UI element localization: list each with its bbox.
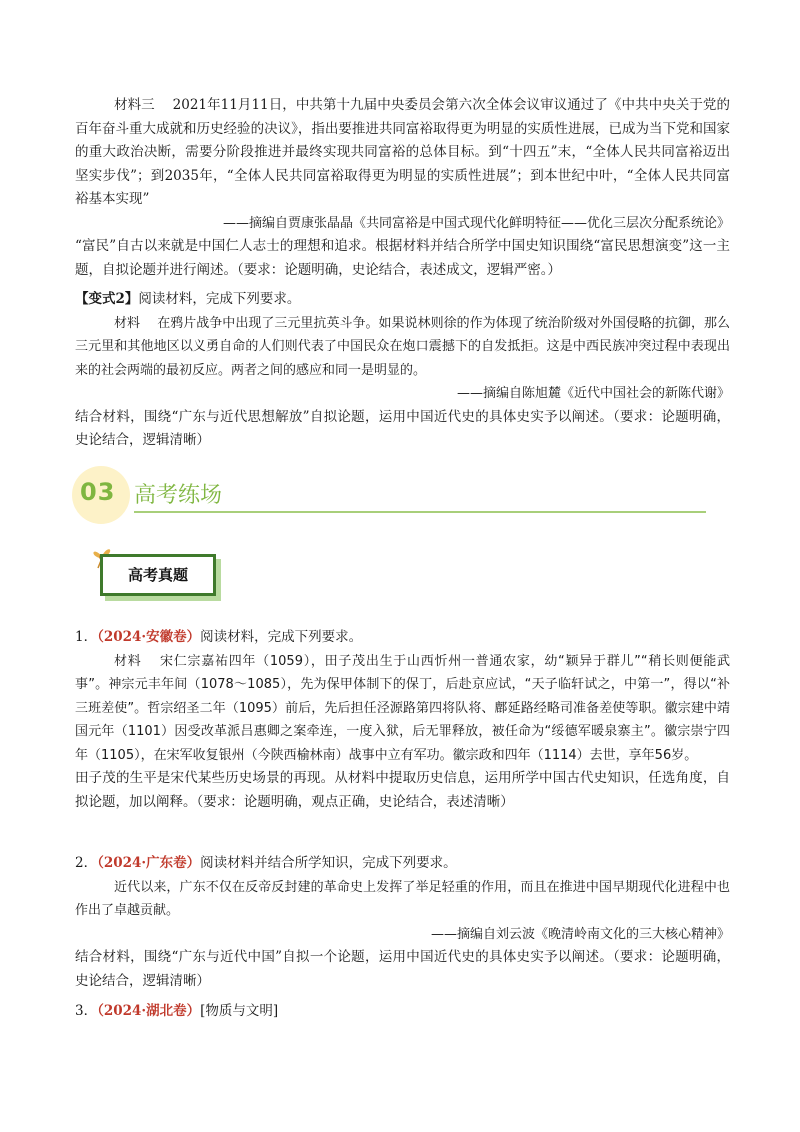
variant-two-material: 材料 在鸦片战争中出现了三元里抗英斗争。如果说林则徐的作为体现了统治阶级对外国侵略的抗御，那么三元里和其他地区以义勇自命的人们则代表了中国民众在炮口震撼下的自发抵拒。这是中西民族冲突过程中表现出来的社会两端的最初反应。两者之间的感应和同一是明显的。 bbox=[75, 315, 730, 378]
question-1-material: 材料 宋仁宗嘉祐四年（1059），田子茂出生于山西忻州一普通农家，幼“颖异于群儿”“稍长则便能武事”。神宗元丰年间（1078～1085），先为保甲体制下的保丁，后赴京应试，“天子临轩试之，中第一”，得以“补三班差使”。哲宗绍圣二年（1095）前后，先后担任泾源路第四将队将、鄜延路经略司准备差使等职。徽宗建中靖国元年（1101）因受改革派吕惠卿之案牵连，一度入狱，后无罪释放，被任命为“绥德军暖泉寨主”。徽宗崇宁四年（1105），在宋军收复银州（今陕西榆林南）战事中立有军功。徽宗政和四年（1114）去世，享年56岁。 bbox=[75, 653, 730, 763]
question-1-question: 田子茂的生平是宋代某些历史场景的再现。从材料中提取历史信息，运用所学中国古代史知识，任选角度，自拟论题，加以阐释。（要求：论题明确，观点正确，史论结合，表述清晰） bbox=[75, 770, 730, 810]
question-3-topic: [物质与文明] bbox=[200, 1003, 279, 1019]
material-three-text: 材料三 2021年11月11日，中共第十九届中央委员会第六次全体会议审议通过了《中共中央关于党的百年奋斗重大成就和历史经验的决议》，指出要推进共同富裕取得更为明显的实质性进展，已成为当下党和国家的重大政治决断，需要分阶段推进并最终实现共同富裕的总体目标。到“十四五”末，“全体人民共同富裕迈出坚实步伐”；到2035年，“全体人民共同富裕取得更为明显的实质性进展”；到本世纪中叶，“全体人民共同富裕基本实现” bbox=[75, 97, 730, 207]
question-2-material: 近代以来，广东不仅在反帝反封建的革命史上发挥了举足轻重的作用，而且在推进中国早期现代化进程中也作出了卓越贡献。 bbox=[75, 879, 730, 918]
question-1-source-tag: （2024·安徽卷） bbox=[97, 629, 201, 645]
section-banner bbox=[72, 466, 712, 526]
question-2-question: 结合材料，围绕“广东与近代中国”自拟一个论题，运用中国近代史的具体史实予以阐述。（要求：论题明确，史论结合，逻辑清晰） bbox=[75, 949, 730, 989]
section-divider bbox=[134, 511, 706, 513]
variant-two-source: ——摘编自陈旭麓《近代中国社会的新陈代谢》 bbox=[456, 386, 730, 401]
question-2-instruction: 阅读材料并结合所学知识，完成下列要求。 bbox=[200, 855, 457, 871]
variant-two-tag: 【变式2】 bbox=[75, 291, 139, 307]
variant-two-instruction: 阅读材料，完成下列要求。 bbox=[138, 291, 301, 307]
section-title: 高考练场 bbox=[134, 483, 223, 508]
material-three-source: ——摘编自贾康张晶晶《共同富裕是中国式现代化鲜明特征——优化三层次分配系统论》 bbox=[222, 215, 730, 231]
question-2-number: 2． bbox=[75, 855, 98, 871]
exam-label-text: 高考真题 bbox=[127, 566, 188, 584]
question-1 bbox=[75, 626, 730, 814]
exam-label-box bbox=[100, 554, 216, 596]
variant-two-question: 结合材料，围绕“广东与近代思想解放”自拟论题，运用中国近代史的具体史实予以阐述。（要求：论题明确，史论结合，逻辑清晰） bbox=[75, 408, 730, 448]
question-3-number: 3． bbox=[75, 1003, 98, 1019]
question-1-instruction: 阅读材料，完成下列要求。 bbox=[200, 629, 363, 645]
variant-two-block bbox=[75, 288, 730, 453]
exam-label bbox=[88, 542, 238, 600]
question-3 bbox=[75, 1000, 730, 1024]
question-2-source: ——摘编自刘云波《晚清岭南文化的三大核心精神》 bbox=[430, 926, 730, 942]
question-3-source-tag: （2024·湖北卷） bbox=[97, 1003, 201, 1019]
question-2 bbox=[75, 852, 730, 993]
question-2-source-tag: （2024·广东卷） bbox=[97, 855, 201, 871]
material-three-block bbox=[75, 94, 730, 282]
question-1-number: 1． bbox=[75, 629, 98, 645]
section-number: 03 bbox=[80, 478, 116, 506]
material-three-question: “富民”自古以来就是中国仁人志士的理想和追求。根据材料并结合所学中国史知识围绕“富民思想演变”这一主题，自拟论题并进行阐述。（要求：论题明确，史论结合，表述成文，逻辑严密。） bbox=[75, 238, 730, 278]
